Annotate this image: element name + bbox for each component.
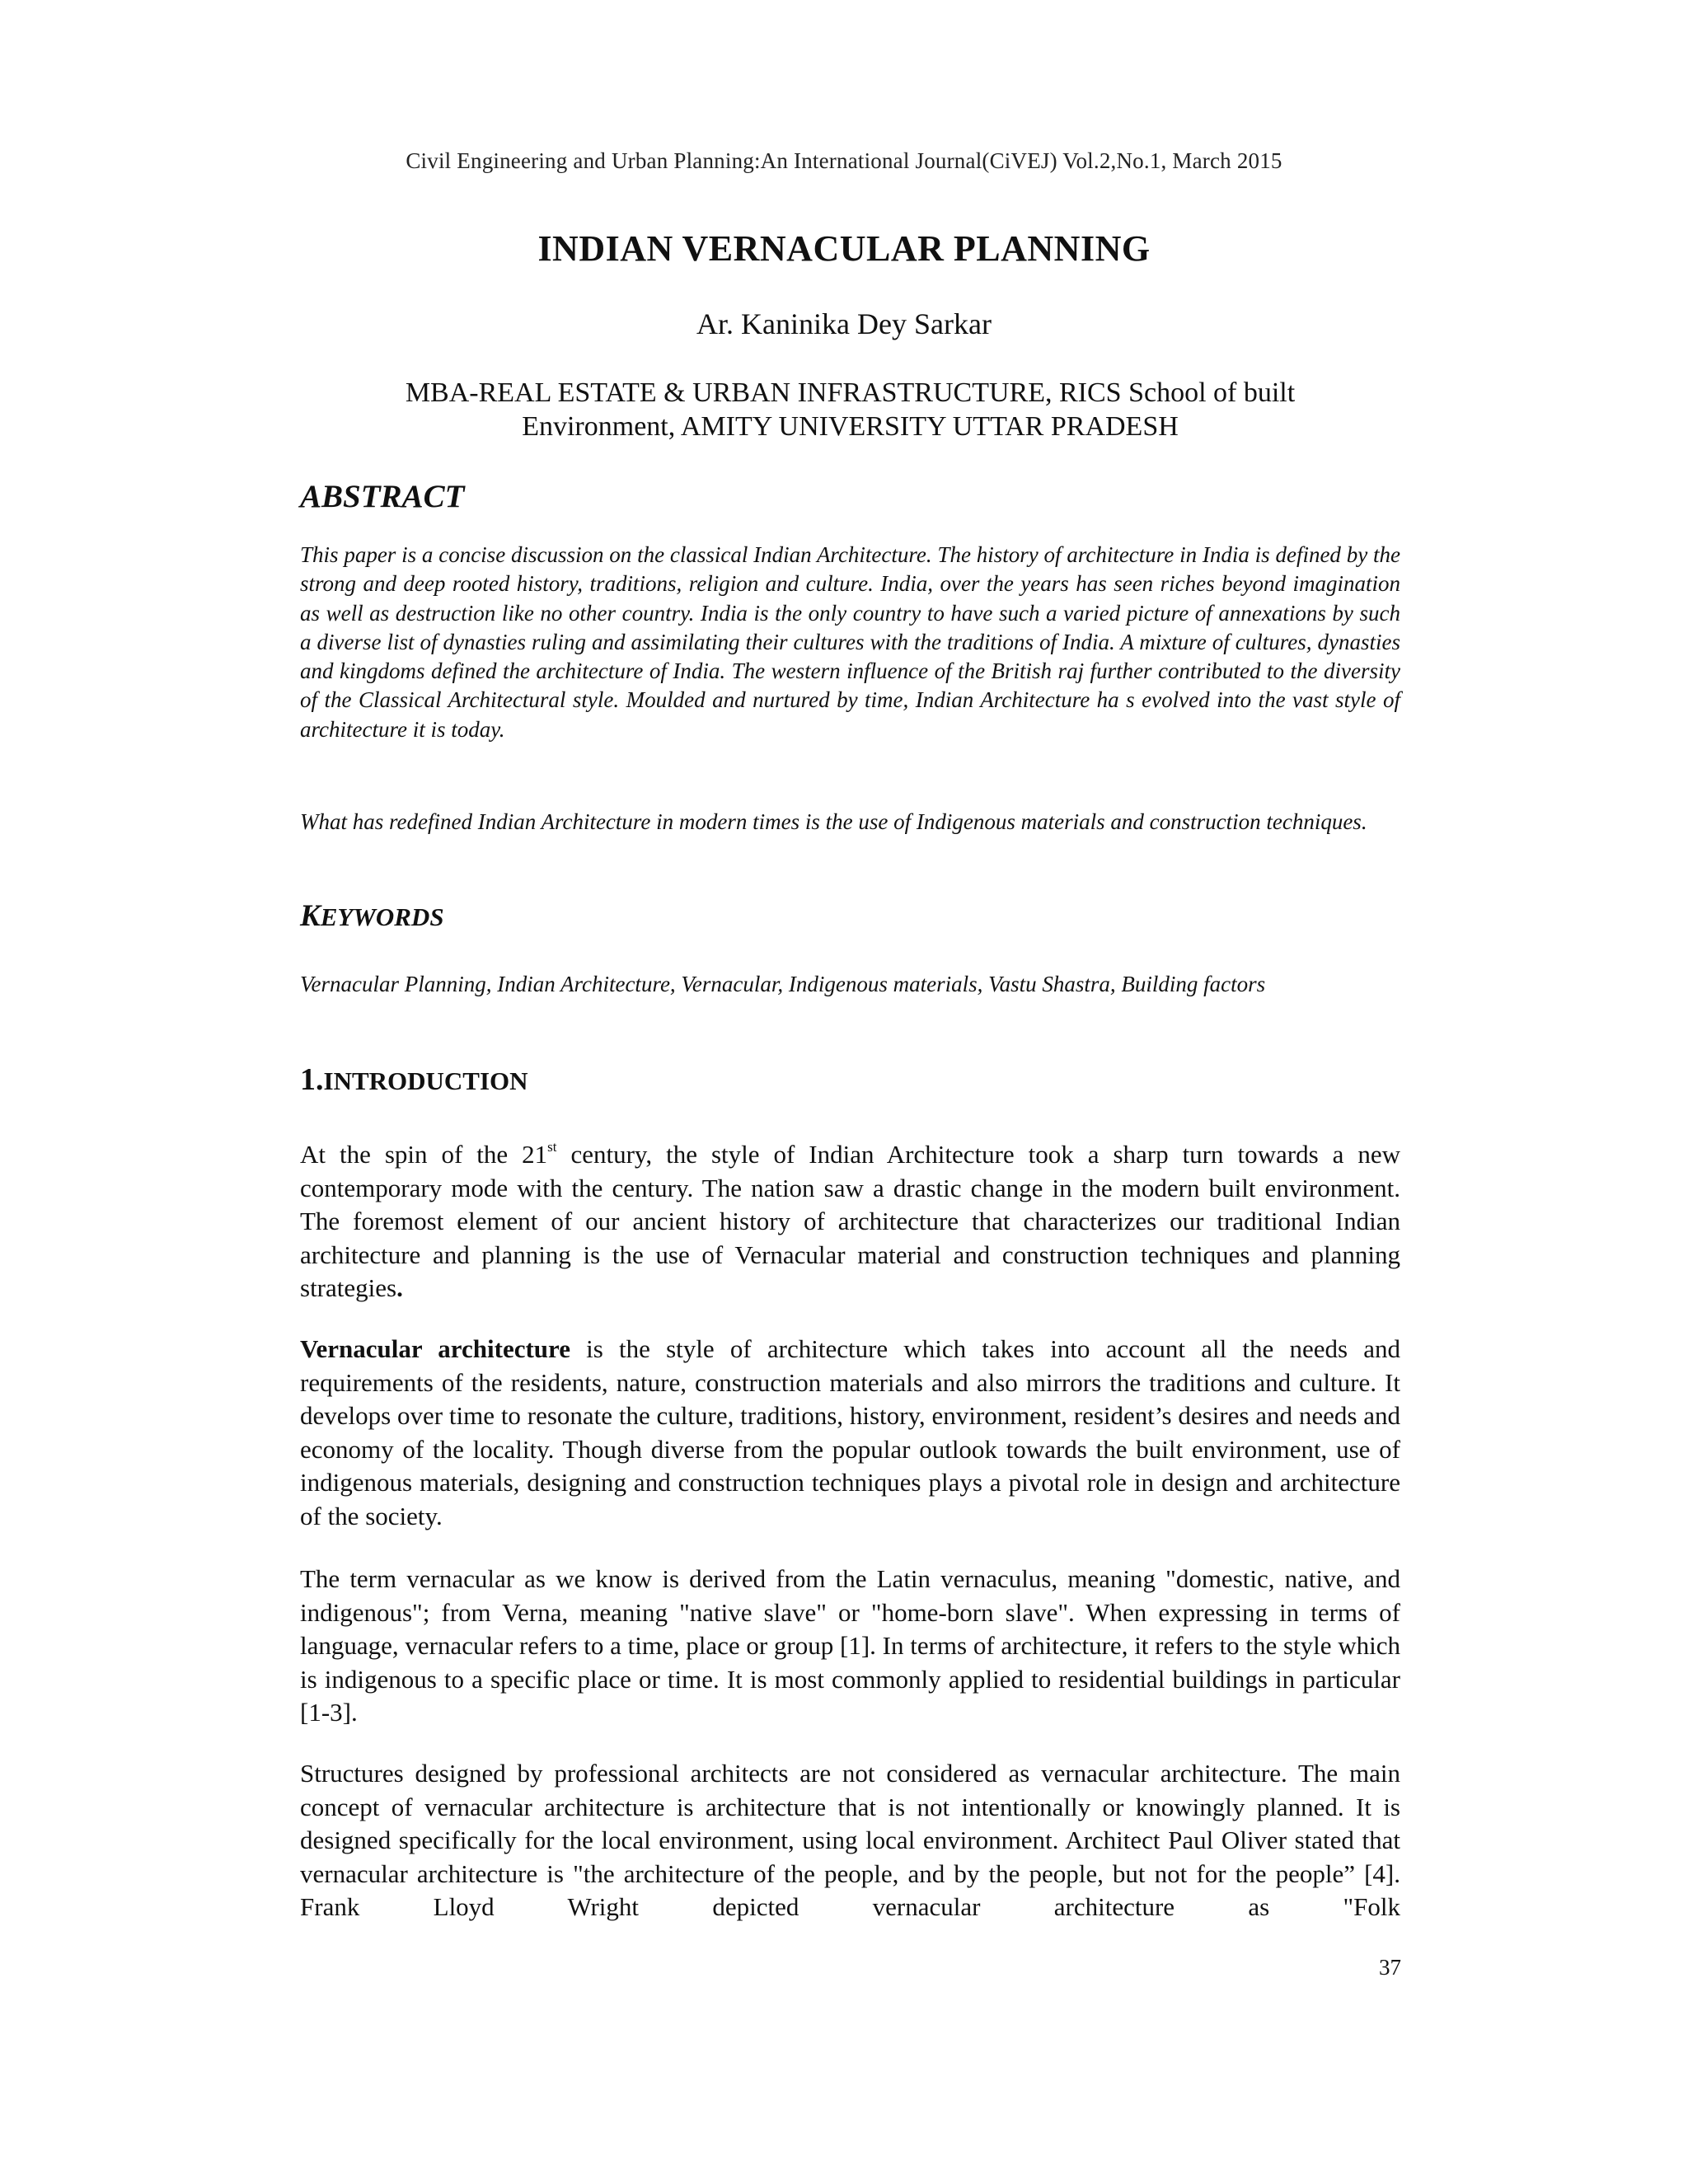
- author-name: Ar. Kaninika Dey Sarkar: [696, 307, 992, 340]
- author-affiliation: [300, 376, 1400, 443]
- affiliation-line-1: MBA-REAL ESTATE & URBAN INFRASTRUCTURE, RICS School of built: [405, 377, 1296, 408]
- keywords-heading: [300, 898, 1400, 934]
- section-title: INTRODUCTION: [323, 1066, 528, 1095]
- intro-paragraph-3: The term vernacular as we know is derived from the Latin vernaculus, meaning "domestic, native, and indigenous"; from Verna, meaning "native slave" or "home-born slave". When expressing in terms of language, vernacular refers to a time, place or group [1]. In terms of architecture, it refers to the style which is indigenous to a specific place or time. It is most commonly applied to residential buildings in particular [1-3].: [300, 1564, 1401, 1727]
- keywords-heading-rest: EYWORDS: [320, 902, 444, 931]
- abstract-paragraph-1: This paper is a concise discussion on the classical Indian Architecture. The history of architecture in India is defined by the strong and deep rooted history, traditions, religion and culture. India, over the years has seen riches beyond imagination as well as destruction like no other country. India is the only country to have such a varied picture of annexations by such a diverse list of dynasties ruling and assimilating their cultures with the traditions of India. A mixture of cultures, dynasties and kingdoms defined the architecture of India. The western influence of the British raj further contributed to the diversity of the Classical Architectural style. Moulded and nurtured by time, Indian Architecture ha s evolved into the vast style of architecture it is today.: [300, 542, 1400, 742]
- intro-p1-end: .: [396, 1273, 403, 1302]
- intro-paragraph-1: [300, 1138, 1400, 1305]
- section-number: 1.: [300, 1062, 324, 1097]
- intro-paragraph-4: Structures designed by professional architects are not considered as vernacular architecture. The main concept of vernacular architecture is architecture that is not intentionally or knowingly planned. It is designed specifically for the local environment, using local environment. Architect Paul Oliver stated that vernacular architecture is "the architecture of the people, and by the people, but not for the people” [4]. Frank Lloyd Wright depicted vernacular architecture as "Folk: [300, 1759, 1400, 1921]
- term-vernacular-architecture: Vernacular architecture: [300, 1334, 570, 1363]
- keywords-list: Vernacular Planning, Indian Architecture, Vernacular, Indigenous materials, Vastu Shastra, Building factors: [300, 972, 1266, 996]
- journal-header: Civil Engineering and Urban Planning:An International Journal(CiVEJ) Vol.2,No.1, March 2015: [406, 148, 1282, 173]
- abstract-paragraph-2: What has redefined Indian Architecture in modern times is the use of Indigenous materials and construction techniques.: [300, 809, 1367, 834]
- intro-p1-rest: century, the style of Indian Architecture took a sharp turn towards a new contemporary mode with the century. The nation saw a drastic change in the modern built environment. The foremost element of our ancient history of architecture that characterizes our traditional Indian architecture and planning is the use of Vernacular material and construction techniques and planning strategies: [300, 1140, 1400, 1302]
- abstract-heading: ABSTRACT: [300, 479, 465, 514]
- page-number: 37: [1379, 1955, 1401, 1980]
- intro-paragraph-2: [300, 1333, 1400, 1533]
- ordinal-superscript: st: [547, 1138, 557, 1155]
- intro-p1-start: At the spin of the 21: [300, 1140, 548, 1169]
- paper-title: INDIAN VERNACULAR PLANNING: [537, 228, 1151, 269]
- affiliation-line-2: Environment, AMITY UNIVERSITY UTTAR PRADESH: [522, 411, 1179, 442]
- introduction-heading: [300, 1062, 1400, 1098]
- intro-p2-rest: is the style of architecture which takes into account all the needs and requirements of the residents, nature, construction materials and also mirrors the traditions and culture. It develops over time to resonate the culture, traditions, history, environment, resident’s desires and needs and economy of the locality. Though diverse from the popular outlook towards the built environment, use of indigenous materials, designing and construction techniques plays a pivotal role in design and architecture of the society.: [300, 1334, 1400, 1530]
- keywords-heading-initial: K: [300, 899, 321, 933]
